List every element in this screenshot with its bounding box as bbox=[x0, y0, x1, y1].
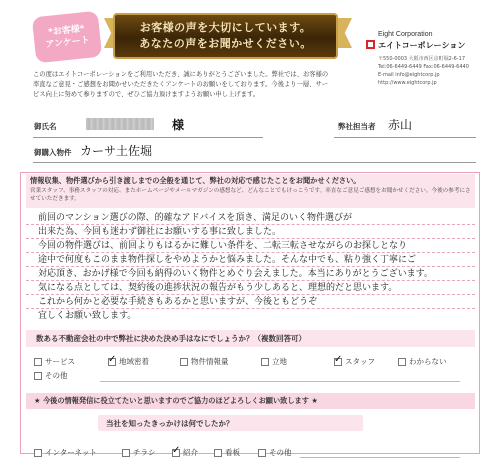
question-1-subtitle: 営業スタッフ、事務スタッフの対応、またホームページやメールマガジンの感想など、どんなことでもけっこうです。率直なご意見ご感想をお聞かせください。今後の参考にさせていただきます。 bbox=[30, 188, 471, 202]
question-1-title: 情報収集、物件選びから引き渡しまでの全般を通じて、弊社の対応で感じたことをお聞かせください。 bbox=[30, 176, 361, 185]
checkbox[interactable] bbox=[34, 358, 42, 366]
option-label: 紹介 bbox=[183, 448, 198, 457]
option-label: わからない bbox=[409, 357, 447, 366]
answer-line: 宜しくお願い致します。 bbox=[38, 311, 137, 321]
checkbox[interactable] bbox=[34, 372, 42, 380]
question-4-title: 当社を知ったきっかけは何でしたか？ bbox=[106, 419, 234, 428]
option-service[interactable] bbox=[34, 356, 75, 367]
option-label: その他 bbox=[45, 371, 68, 380]
option-label: チラシ bbox=[133, 448, 156, 457]
answer-line: 出来た為、今回も迷わず御社にお願いする事に致しました。 bbox=[38, 227, 282, 237]
checkbox-checked[interactable] bbox=[334, 358, 342, 366]
blurred-customer-name bbox=[86, 118, 154, 130]
other-underline bbox=[100, 381, 460, 382]
badge-line-2: アンケート bbox=[44, 35, 91, 51]
question-4-header bbox=[98, 415, 363, 431]
name-label: 御氏名 bbox=[34, 122, 57, 131]
property-name: カーサ土佐堀 bbox=[80, 144, 153, 158]
checkbox[interactable] bbox=[122, 449, 130, 457]
option-local[interactable] bbox=[108, 356, 149, 367]
option-label: 立地 bbox=[272, 357, 287, 366]
question-3-title: ★ 今後の情報発信に役立てたいと思いますのでご協力のほどよろしくお願い致します ★ bbox=[34, 396, 318, 405]
question-2-title: 数ある不動産会社の中で弊社に決めた決め手はなにでしょうか？（複数回答可） bbox=[36, 334, 306, 343]
answer-line: 今回の物件選びは、前回よりもはるかに難しい条件を、二転三転させながらのお探しとなり bbox=[38, 241, 408, 251]
name-suffix: 様 bbox=[172, 118, 185, 132]
handwritten-answer bbox=[38, 211, 478, 323]
answer-line: これから何かと必要な手続きもあるかと思いますが、今後ともどうぞ bbox=[38, 297, 318, 307]
header-banner bbox=[113, 13, 338, 59]
property-underline bbox=[33, 162, 476, 163]
staff-label: 弊社担当者 bbox=[338, 122, 376, 131]
checkbox[interactable] bbox=[398, 358, 406, 366]
answer-line: 気になる点としては、契約後の進捗状況の報告がもう少しあると、理想的だと思います。 bbox=[38, 283, 398, 293]
company-logo-icon bbox=[366, 40, 375, 49]
staff-underline bbox=[334, 137, 476, 138]
option-label: スタッフ bbox=[345, 357, 375, 366]
property-label: 御購入物件 bbox=[34, 148, 72, 157]
option-label: その他 bbox=[269, 448, 292, 457]
option-internet[interactable] bbox=[34, 447, 97, 458]
question-1-header bbox=[26, 174, 475, 208]
option-listings[interactable] bbox=[180, 356, 229, 367]
banner-line-1: お客様の声を大切にしています。 bbox=[139, 21, 312, 34]
intro-text: この度はエイトコーポレーションをご利用いただき、誠にありがとうございました。弊社では、お客様の率直なご意見・ご感想をお聞かせいただきたくアンケートのお願いをしております。今後より一層、サービス向上に努めて参りますので、ぜひご協力頂けますようお願い申し上げます。 bbox=[33, 71, 329, 98]
checkbox[interactable] bbox=[34, 449, 42, 457]
option-signboard[interactable] bbox=[214, 447, 240, 458]
company-name-en: Eight Corporation bbox=[378, 31, 433, 38]
question-3-banner bbox=[26, 393, 475, 409]
option-staff[interactable] bbox=[334, 356, 375, 367]
option-referral[interactable] bbox=[172, 447, 198, 458]
option-label: インターネット bbox=[45, 448, 97, 457]
option-other-source[interactable] bbox=[258, 447, 292, 458]
checkbox[interactable] bbox=[180, 358, 188, 366]
company-name-ja: エイトコーポレーション bbox=[378, 41, 466, 50]
option-label: 地域密着 bbox=[119, 357, 149, 366]
option-label: 物件情報量 bbox=[191, 357, 229, 366]
answer-line: 対応頂き、おかげ様で今回も納得のいく物件とめぐり会えました。本当にありがとうございます。 bbox=[38, 269, 433, 279]
company-address: 〒550-0003 大阪市西区京町堀2-6-17 Tel:06-6449-6449 Fax:06-6449-6440 E-mail info@eightcorp.jp http://www.eightcorp.jp bbox=[378, 56, 469, 86]
answer-line: 途中で何度もこのまま物件探しをやめようかと悩みました。そんな中でも、粘り強く丁寧にご bbox=[38, 255, 417, 265]
question-2-header bbox=[26, 330, 475, 347]
checkbox[interactable] bbox=[258, 449, 266, 457]
answer-line: 前回のマンション選びの際、的確なアドバイスを頂き、満足のいく物件選びが bbox=[38, 213, 352, 223]
checkbox-checked[interactable] bbox=[172, 449, 180, 457]
option-label: 看板 bbox=[225, 448, 240, 457]
survey-badge bbox=[32, 11, 102, 64]
other-source-underline bbox=[300, 457, 460, 458]
option-flyer[interactable] bbox=[122, 447, 156, 458]
staff-name: 赤山 bbox=[388, 118, 413, 132]
option-other[interactable] bbox=[34, 370, 68, 381]
name-underline bbox=[33, 137, 263, 138]
option-unknown[interactable] bbox=[398, 356, 447, 367]
checkbox[interactable] bbox=[214, 449, 222, 457]
badge-line-1: *お客様* bbox=[47, 24, 85, 38]
banner-line-2: あなたの声をお聞かせください。 bbox=[139, 37, 312, 50]
option-label: サービス bbox=[45, 357, 75, 366]
checkbox[interactable] bbox=[261, 358, 269, 366]
checkbox-checked[interactable] bbox=[108, 358, 116, 366]
option-location[interactable] bbox=[261, 356, 287, 367]
